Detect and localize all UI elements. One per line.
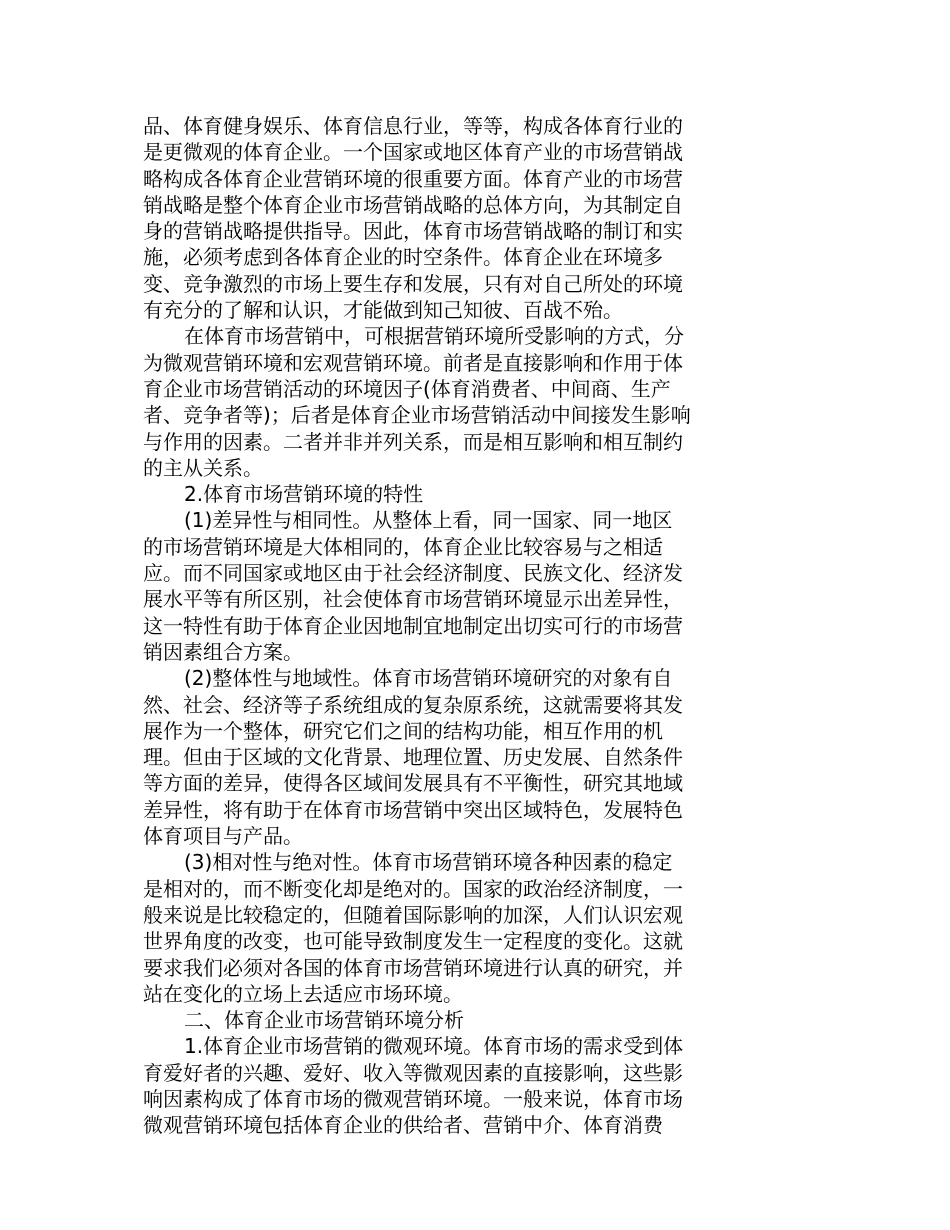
text-line: 品、体育健身娱乐、体育信息行业，等等，构成各体育行业的 <box>143 114 683 138</box>
text-line: 要求我们必须对各国的体育市场营销环境进行认真的研究，并 <box>143 955 683 980</box>
text-line: 展作为一个整体，研究它们之间的结构功能，相互作用的机 <box>143 718 663 743</box>
text-line: 的市场营销环境是大体相同的，体育企业比较容易与之相适 <box>143 534 663 559</box>
text-line: 与作用的因素。二者并非并列关系，而是相互影响和相互制约 <box>143 429 683 454</box>
text-line: 是相对的，而不断变化却是绝对的。国家的政治经济制度，一 <box>143 876 683 901</box>
paragraph-first-line: 1.体育企业市场营销的微观环境。体育市场的需求受到体 <box>184 1034 684 1059</box>
text-line: 者、竞争者等)；后者是体育企业市场营销活动中间接发生影响 <box>143 403 691 428</box>
text-line: 变、竞争激烈的市场上要生存和发展，只有对自己所处的环境 <box>143 271 683 296</box>
text-line: 展水平等有所区别，社会使体育市场营销环境显示出差异性， <box>143 587 683 612</box>
text-line: 育企业市场营销活动的环境因子(体育消费者、中间商、生产 <box>143 376 671 401</box>
text-line: 微观营销环境包括体育企业的供给者、营销中介、体育消费 <box>143 1113 663 1138</box>
text-line: 有充分的了解和认识，才能做到知己知彼、百战不殆。 <box>143 298 623 323</box>
text-line: 般来说是比较稳定的，但随着国际影响的加深，人们认识宏观 <box>143 902 683 927</box>
text-line: 响因素构成了体育市场的微观营销环境。一般来说，体育市场 <box>143 1086 683 1111</box>
text-line: 世界角度的改变，也可能导致制度发生一定程度的变化。这就 <box>143 929 683 954</box>
document-body <box>143 113 743 1139</box>
paragraph-first-line: (1)差异性与相同性。从整体上看，同一国家、同一地区 <box>184 508 673 533</box>
text-line: 身的营销战略提供指导。因此，体育市场营销战略的制订和实 <box>143 219 683 244</box>
text-line: 是更微观的体育企业。一个国家或地区体育产业的市场营销战 <box>143 140 683 165</box>
text-line: 为微观营销环境和宏观营销环境。前者是直接影响和作用于体 <box>143 350 683 375</box>
paragraph-first-line: (2)整体性与地域性。体育市场营销环境研究的对象有自 <box>184 666 673 691</box>
text-line: 育爱好者的兴趣、爱好、收入等微观因素的直接影响，这些影 <box>143 1060 683 1085</box>
paragraph-first-line: (3)相对性与绝对性。体育市场营销环境各种因素的稳定 <box>184 850 673 875</box>
text-line: 销因素组合方案。 <box>143 639 303 664</box>
text-line: 应。而不同国家或地区由于社会经济制度、民族文化、经济发 <box>143 561 683 586</box>
text-line: 略构成各体育企业营销环境的很重要方面。体育产业的市场营 <box>143 166 683 191</box>
paragraph-first-line: 2.体育市场营销环境的特性 <box>184 482 424 507</box>
text-line: 站在变化的立场上去适应市场环境。 <box>143 981 463 1006</box>
paragraph-first-line: 二、体育企业市场营销环境分析 <box>184 1008 464 1033</box>
text-line: 体育项目与产品。 <box>143 824 303 849</box>
text-line: 理。但由于区域的文化背景、地理位置、历史发展、自然条件 <box>143 745 683 770</box>
text-line: 差异性，将有助于在体育市场营销中突出区域特色，发展特色 <box>143 797 683 822</box>
text-line: 这一特性有助于体育企业因地制宜地制定出切实可行的市场营 <box>143 613 683 638</box>
text-line: 等方面的差异，使得各区域间发展具有不平衡性，研究其地域 <box>143 771 683 796</box>
text-line: 施，必须考虑到各体育企业的时空条件。体育企业在环境多 <box>143 245 663 270</box>
paragraph-first-line: 在体育市场营销中，可根据营销环境所受影响的方式，分 <box>184 324 684 349</box>
text-line: 然、社会、经济等子系统组成的复杂原系统，这就需要将其发 <box>143 692 683 717</box>
text-line: 的主从关系。 <box>143 455 263 480</box>
text-line: 销战略是整个体育企业市场营销战略的总体方向，为其制定自 <box>143 192 683 217</box>
